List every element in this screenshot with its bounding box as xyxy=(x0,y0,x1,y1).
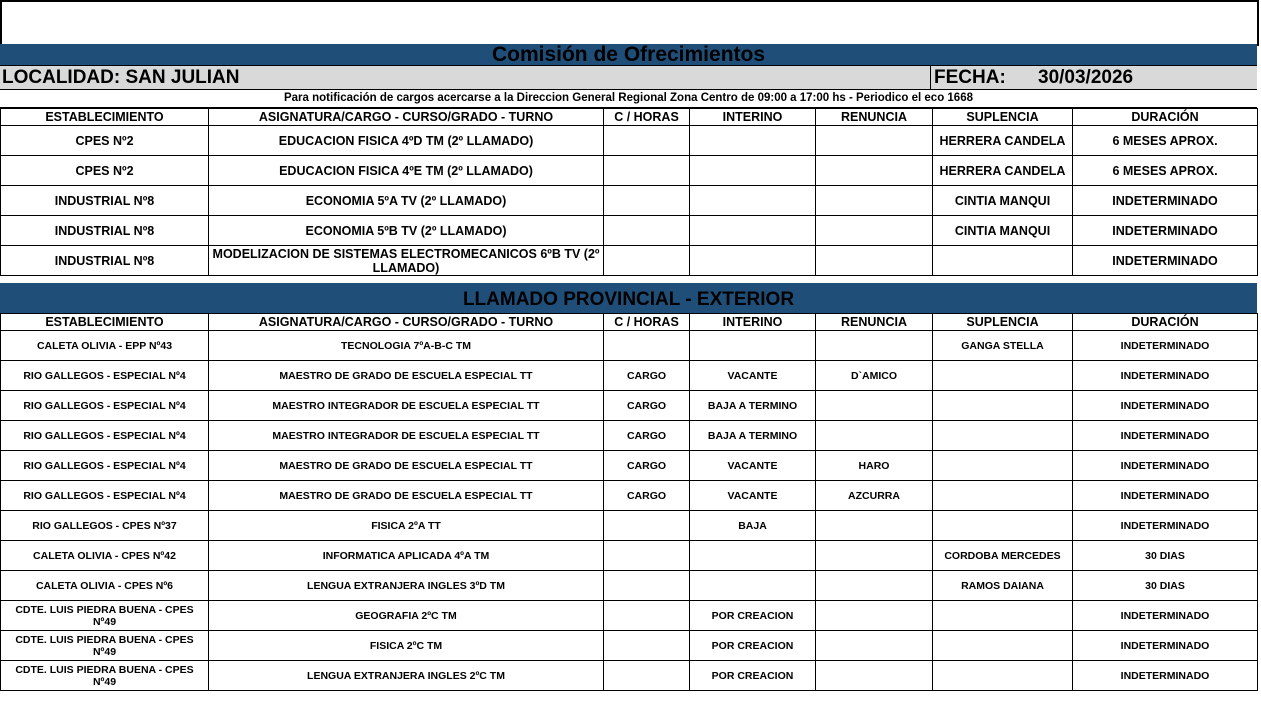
table-row xyxy=(1,246,1258,276)
cell-renuncia xyxy=(816,156,933,186)
table-row xyxy=(1,451,1258,481)
cell-suplencia xyxy=(933,601,1073,631)
cell-duracion: INDETERMINADO xyxy=(1073,246,1258,276)
cell-duracion: INDETERMINADO xyxy=(1073,186,1258,216)
cell-establecimiento: RIO GALLEGOS - ESPECIAL Nº4 xyxy=(1,481,209,511)
title-bar xyxy=(0,44,1257,66)
table-row xyxy=(1,126,1258,156)
cell-interino: VACANTE xyxy=(690,481,816,511)
cell-establecimiento: CPES Nº2 xyxy=(1,156,209,186)
fecha-label: FECHA: xyxy=(934,67,1006,88)
cell-c-horas xyxy=(604,331,690,361)
header-duracion: DURACIÓN xyxy=(1073,314,1258,331)
table-row xyxy=(1,601,1258,631)
header-renuncia: RENUNCIA xyxy=(816,314,933,331)
cell-duracion: 30 DIAS xyxy=(1073,571,1258,601)
cell-c-horas xyxy=(604,246,690,276)
cell-renuncia xyxy=(816,246,933,276)
cell-renuncia xyxy=(816,186,933,216)
cell-establecimiento: CDTE. LUIS PIEDRA BUENA - CPES Nº49 xyxy=(1,601,209,631)
cell-asignatura: TECNOLOGIA 7ºA-B-C TM xyxy=(209,331,604,361)
cell-interino: POR CREACION xyxy=(690,601,816,631)
cell-asignatura: MODELIZACION DE SISTEMAS ELECTROMECANICOS 6ºB TV (2º LLAMADO) xyxy=(209,246,604,276)
cell-suplencia: CORDOBA MERCEDES xyxy=(933,541,1073,571)
cell-establecimiento: CALETA OLIVIA - CPES Nº42 xyxy=(1,541,209,571)
cell-suplencia xyxy=(933,246,1073,276)
cell-establecimiento: RIO GALLEGOS - CPES Nº37 xyxy=(1,511,209,541)
table-row xyxy=(1,541,1258,571)
cell-asignatura: MAESTRO INTEGRADOR DE ESCUELA ESPECIAL TT xyxy=(209,421,604,451)
cell-suplencia xyxy=(933,481,1073,511)
cell-duracion: INDETERMINADO xyxy=(1073,361,1258,391)
cell-interino: VACANTE xyxy=(690,361,816,391)
cell-establecimiento: CDTE. LUIS PIEDRA BUENA - CPES Nº49 xyxy=(1,631,209,661)
cell-duracion: INDETERMINADO xyxy=(1073,481,1258,511)
cell-asignatura: FISICA 2ºC TM xyxy=(209,631,604,661)
cell-interino xyxy=(690,186,816,216)
cell-suplencia xyxy=(933,451,1073,481)
cell-interino xyxy=(690,246,816,276)
cell-suplencia: CINTIA MANQUI xyxy=(933,186,1073,216)
cell-asignatura: FISICA 2ºA TT xyxy=(209,511,604,541)
table-row xyxy=(1,186,1258,216)
cell-c-horas: CARGO xyxy=(604,451,690,481)
notice-text: Para notificación de cargos acercarse a la Direccion General Regional Zona Centro de 09:00 a 17:00 hs - Periodico el eco 1668 xyxy=(0,90,1257,108)
header-asignatura: ASIGNATURA/CARGO - CURSO/GRADO - TURNO xyxy=(209,109,604,126)
cell-c-horas xyxy=(604,126,690,156)
table-row xyxy=(1,571,1258,601)
header-suplencia: SUPLENCIA xyxy=(933,109,1073,126)
cell-c-horas xyxy=(604,511,690,541)
cell-asignatura: ECONOMIA 5ºA TV (2º LLAMADO) xyxy=(209,186,604,216)
cell-establecimiento: RIO GALLEGOS - ESPECIAL Nº4 xyxy=(1,421,209,451)
cell-establecimiento: RIO GALLEGOS - ESPECIAL Nº4 xyxy=(1,391,209,421)
cell-interino xyxy=(690,126,816,156)
cell-renuncia xyxy=(816,661,933,691)
header-duracion: DURACIÓN xyxy=(1073,109,1258,126)
cell-asignatura: MAESTRO DE GRADO DE ESCUELA ESPECIAL TT xyxy=(209,481,604,511)
cell-asignatura: GEOGRAFIA 2ºC TM xyxy=(209,601,604,631)
cell-asignatura: EDUCACION FISICA 4ºD TM (2º LLAMADO) xyxy=(209,126,604,156)
cell-asignatura: INFORMATICA APLICADA 4ºA TM xyxy=(209,541,604,571)
cell-duracion: INDETERMINADO xyxy=(1073,661,1258,691)
cell-renuncia xyxy=(816,631,933,661)
cell-interino: BAJA xyxy=(690,511,816,541)
table-row xyxy=(1,631,1258,661)
cell-c-horas xyxy=(604,571,690,601)
cell-suplencia: HERRERA CANDELA xyxy=(933,126,1073,156)
cell-asignatura: EDUCACION FISICA 4ºE TM (2º LLAMADO) xyxy=(209,156,604,186)
header-suplencia: SUPLENCIA xyxy=(933,314,1073,331)
header-interino: INTERINO xyxy=(690,109,816,126)
cell-suplencia: CINTIA MANQUI xyxy=(933,216,1073,246)
cell-interino: POR CREACION xyxy=(690,631,816,661)
cell-establecimiento: INDUSTRIAL Nº8 xyxy=(1,186,209,216)
cell-c-horas xyxy=(604,156,690,186)
table-row xyxy=(1,421,1258,451)
cell-interino xyxy=(690,216,816,246)
cell-renuncia xyxy=(816,511,933,541)
cell-establecimiento: CDTE. LUIS PIEDRA BUENA - CPES Nº49 xyxy=(1,661,209,691)
cell-asignatura: MAESTRO INTEGRADOR DE ESCUELA ESPECIAL TT xyxy=(209,391,604,421)
table-row xyxy=(1,481,1258,511)
cell-duracion: 30 DIAS xyxy=(1073,541,1258,571)
cell-c-horas: CARGO xyxy=(604,481,690,511)
cell-interino: POR CREACION xyxy=(690,661,816,691)
cell-suplencia xyxy=(933,631,1073,661)
local-offers-table xyxy=(0,108,1258,276)
table-row xyxy=(1,511,1258,541)
cell-suplencia xyxy=(933,361,1073,391)
cell-asignatura: MAESTRO DE GRADO DE ESCUELA ESPECIAL TT xyxy=(209,361,604,391)
cell-interino: BAJA A TERMINO xyxy=(690,391,816,421)
cell-renuncia: D`AMICO xyxy=(816,361,933,391)
location-row xyxy=(0,66,1257,90)
cell-establecimiento: CPES Nº2 xyxy=(1,126,209,156)
cell-duracion: INDETERMINADO xyxy=(1073,601,1258,631)
fecha-divider xyxy=(930,66,931,89)
cell-renuncia xyxy=(816,216,933,246)
provincial-offers-table xyxy=(0,313,1258,691)
cell-renuncia xyxy=(816,331,933,361)
cell-renuncia xyxy=(816,391,933,421)
cell-c-horas xyxy=(604,661,690,691)
cell-establecimiento: CALETA OLIVIA - CPES Nº6 xyxy=(1,571,209,601)
cell-asignatura: MAESTRO DE GRADO DE ESCUELA ESPECIAL TT xyxy=(209,451,604,481)
cell-renuncia xyxy=(816,421,933,451)
cell-suplencia xyxy=(933,391,1073,421)
cell-duracion: INDETERMINADO xyxy=(1073,451,1258,481)
cell-renuncia xyxy=(816,541,933,571)
cell-renuncia xyxy=(816,126,933,156)
table-row xyxy=(1,391,1258,421)
cell-duracion: INDETERMINADO xyxy=(1073,331,1258,361)
cell-c-horas xyxy=(604,216,690,246)
cell-c-horas: CARGO xyxy=(604,421,690,451)
table-row xyxy=(1,156,1258,186)
cell-interino xyxy=(690,331,816,361)
cell-duracion: INDETERMINADO xyxy=(1073,511,1258,541)
cell-c-horas: CARGO xyxy=(604,391,690,421)
cell-interino xyxy=(690,571,816,601)
header-renuncia: RENUNCIA xyxy=(816,109,933,126)
top-empty-box xyxy=(0,0,1259,46)
cell-suplencia: RAMOS DAIANA xyxy=(933,571,1073,601)
cell-asignatura: LENGUA EXTRANJERA INGLES 2ºC TM xyxy=(209,661,604,691)
cell-interino: VACANTE xyxy=(690,451,816,481)
cell-renuncia: HARO xyxy=(816,451,933,481)
cell-interino: BAJA A TERMINO xyxy=(690,421,816,451)
cell-establecimiento: RIO GALLEGOS - ESPECIAL Nº4 xyxy=(1,451,209,481)
provincial-title-bar xyxy=(0,283,1257,313)
cell-interino xyxy=(690,541,816,571)
cell-duracion: 6 MESES APROX. xyxy=(1073,126,1258,156)
local-header-row xyxy=(1,109,1258,126)
fecha-value: 30/03/2026 xyxy=(1038,67,1134,88)
cell-interino xyxy=(690,156,816,186)
cell-suplencia xyxy=(933,511,1073,541)
cell-suplencia xyxy=(933,421,1073,451)
cell-duracion: INDETERMINADO xyxy=(1073,631,1258,661)
cell-establecimiento: RIO GALLEGOS - ESPECIAL Nº4 xyxy=(1,361,209,391)
table-row xyxy=(1,216,1258,246)
localidad-label: LOCALIDAD: SAN JULIAN xyxy=(2,67,240,88)
header-interino: INTERINO xyxy=(690,314,816,331)
page-title: Comisión de Ofrecimientos xyxy=(491,43,766,66)
cell-establecimiento: CALETA OLIVIA - EPP Nº43 xyxy=(1,331,209,361)
provincial-header-row xyxy=(1,314,1258,331)
cell-suplencia xyxy=(933,661,1073,691)
cell-renuncia: AZCURRA xyxy=(816,481,933,511)
cell-suplencia: GANGA STELLA xyxy=(933,331,1073,361)
header-asignatura: ASIGNATURA/CARGO - CURSO/GRADO - TURNO xyxy=(209,314,604,331)
table-row xyxy=(1,661,1258,691)
cell-duracion: INDETERMINADO xyxy=(1073,421,1258,451)
cell-establecimiento: INDUSTRIAL Nº8 xyxy=(1,246,209,276)
cell-duracion: INDETERMINADO xyxy=(1073,391,1258,421)
header-c-horas: C / HORAS xyxy=(604,109,690,126)
cell-establecimiento: INDUSTRIAL Nº8 xyxy=(1,216,209,246)
cell-duracion: INDETERMINADO xyxy=(1073,216,1258,246)
cell-asignatura: LENGUA EXTRANJERA INGLES 3ºD TM xyxy=(209,571,604,601)
provincial-title: LLAMADO PROVINCIAL - EXTERIOR xyxy=(462,289,795,310)
header-c-horas: C / HORAS xyxy=(604,314,690,331)
cell-c-horas xyxy=(604,541,690,571)
cell-asignatura: ECONOMIA 5ºB TV (2º LLAMADO) xyxy=(209,216,604,246)
table-row xyxy=(1,361,1258,391)
header-establecimiento: ESTABLECIMIENTO xyxy=(1,109,209,126)
header-establecimiento: ESTABLECIMIENTO xyxy=(1,314,209,331)
cell-suplencia: HERRERA CANDELA xyxy=(933,156,1073,186)
cell-c-horas: CARGO xyxy=(604,361,690,391)
table-row xyxy=(1,331,1258,361)
cell-duracion: 6 MESES APROX. xyxy=(1073,156,1258,186)
cell-c-horas xyxy=(604,601,690,631)
cell-renuncia xyxy=(816,601,933,631)
cell-c-horas xyxy=(604,631,690,661)
cell-c-horas xyxy=(604,186,690,216)
cell-renuncia xyxy=(816,571,933,601)
